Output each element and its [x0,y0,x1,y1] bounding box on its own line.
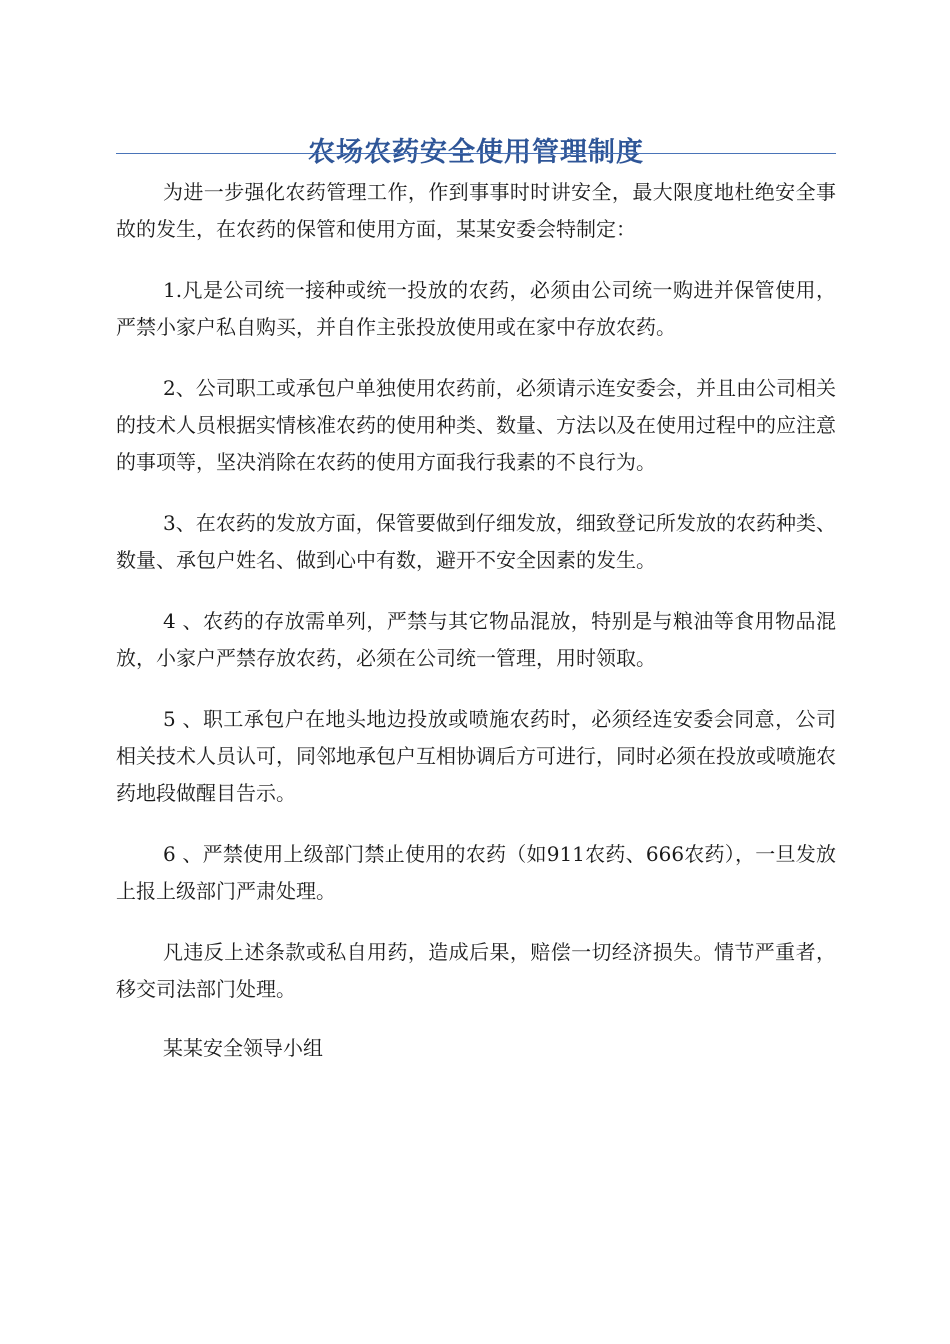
document-title: 农场农药安全使用管理制度 [308,137,644,169]
signature: 某某安全领导小组 [163,1036,323,1060]
document-body [116,174,836,1067]
intro-paragraph: 为进一步强化农药管理工作，作到事事时时讲安全，最大限度地杜绝安全事故的发生，在农药的保管和使用方面，某某安委会特制定： [116,180,836,241]
rule-1: 1.凡是公司统一接种或统一投放的农药，必须由公司统一购进并保管使用，严禁小家户私自购买，并自作主张投放使用或在家中存放农药。 [116,278,836,339]
rule-3: 3、在农药的发放方面，保管要做到仔细发放，细致登记所发放的农药种类、数量、承包户姓名、做到心中有数，避开不安全因素的发生。 [116,511,836,572]
rule-2: 2、公司职工或承包户单独使用农药前，必须请示连安委会，并且由公司相关的技术人员根据实情核准农药的使用种类、数量、方法以及在使用过程中的应注意的事项等，坚决消除在农药的使用方面我行我素的不良行为。 [116,376,836,474]
rule-5: 5 、职工承包户在地头地边投放或喷施农药时，必须经连安委会同意，公司相关技术人员认可，同邻地承包户互相协调后方可进行，同时必须在投放或喷施农药地段做醒目告示。 [116,707,836,805]
title-underline [116,153,836,154]
penalty-paragraph: 凡违反上述条款或私自用药，造成后果，赔偿一切经济损失。情节严重者，移交司法部门处理。 [116,940,836,1001]
rule-4: 4 、农药的存放需单列，严禁与其它物品混放，特别是与粮油等食用物品混放，小家户严禁存放农药，必须在公司统一管理，用时领取。 [116,609,836,670]
rule-6: 6 、严禁使用上级部门禁止使用的农药（如911农药、666农药），一旦发放上报上级部门严肃处理。 [116,842,836,903]
